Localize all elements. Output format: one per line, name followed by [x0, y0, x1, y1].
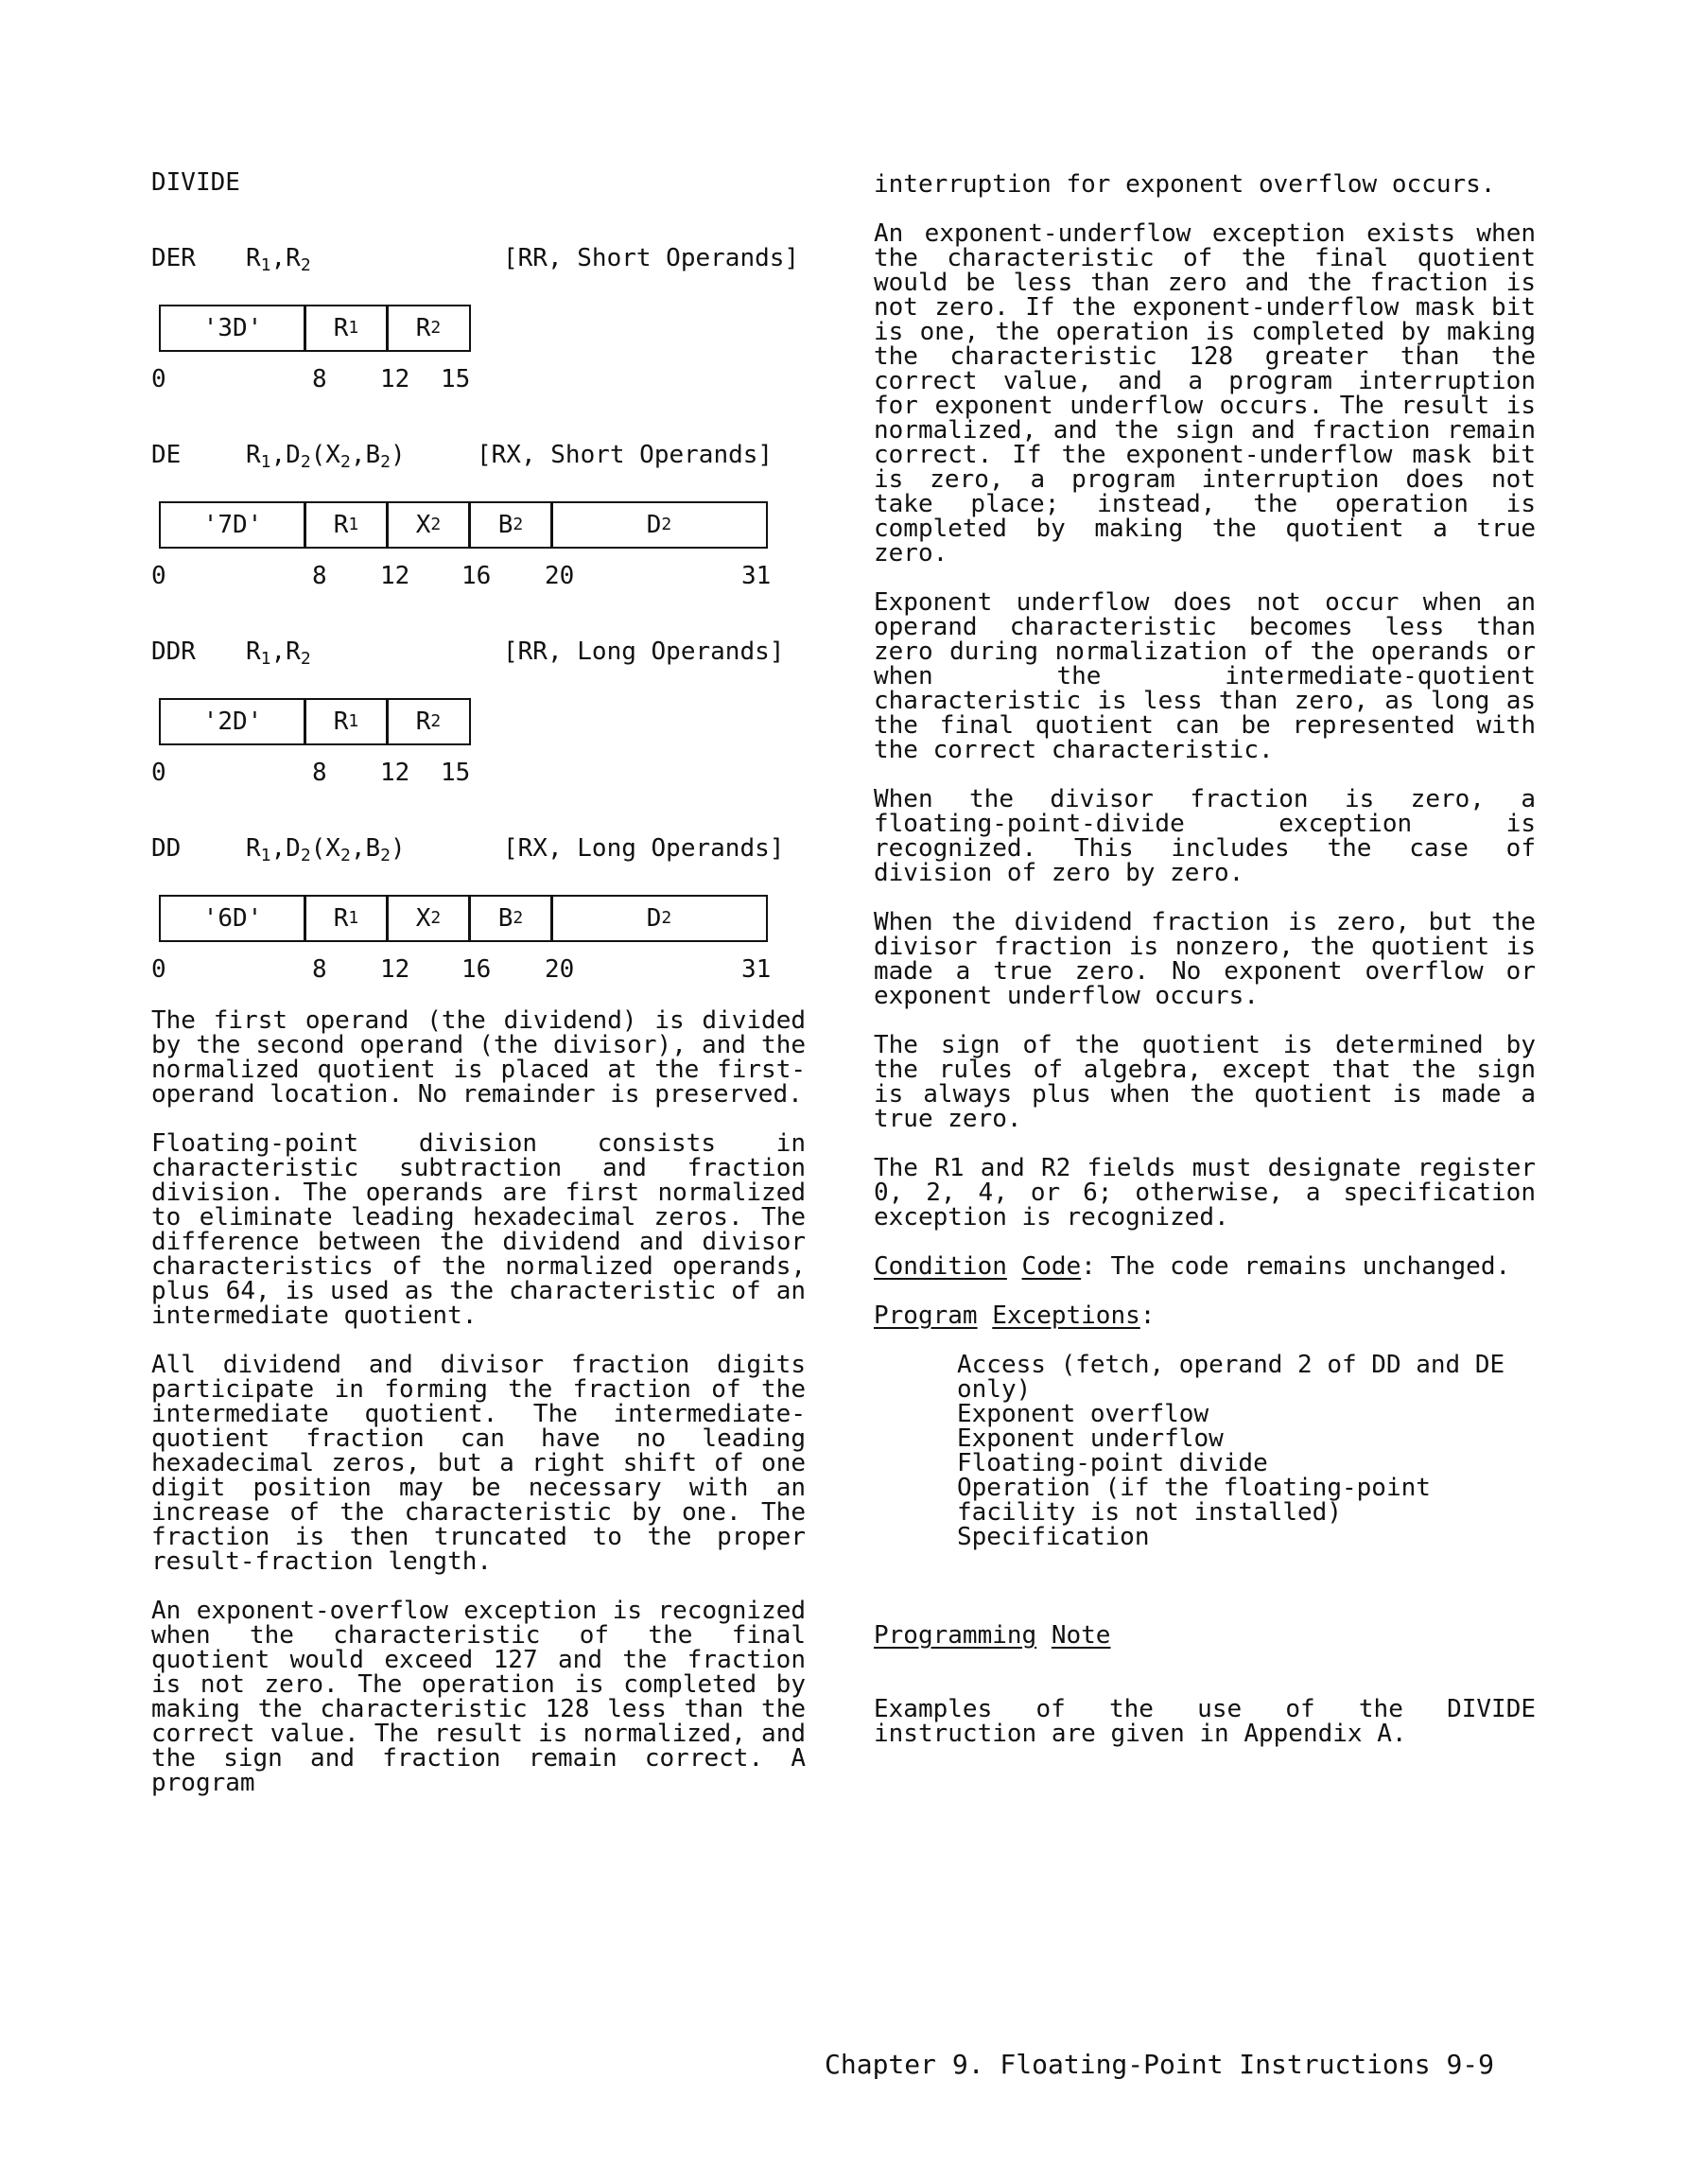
left-column — [151, 1008, 806, 1795]
bit-label: 8 — [312, 759, 327, 787]
paragraph: interruption for exponent overflow occurs. — [874, 170, 1496, 199]
programming-note-heading: Programming Note — [874, 1621, 1111, 1650]
format-operands: $R_1,R_2$ — [246, 244, 311, 275]
r1-field: R 1 — [304, 501, 389, 549]
condition-code-label-b: Code — [1021, 1252, 1082, 1281]
opcode-field: '6D' — [159, 895, 306, 942]
format-type: [RR, Short Operands] — [503, 244, 800, 272]
list-item: Exponent overflow — [957, 1400, 1209, 1428]
bit-label: 16 — [461, 562, 492, 590]
bit-label: 8 — [312, 365, 327, 393]
bit-label: 31 — [741, 955, 772, 984]
paragraph: An exponent-overflow exception is recognized when the characteristic of the final quotient would exceed 127 and the fraction is not zero. The operation is completed by making the characteristic 128 less than the correct value. The result is normalized, and the sign and fraction remain correct. A program — [151, 1597, 806, 1797]
bit-label: 0 — [151, 365, 166, 393]
r1-field: R 1 — [304, 895, 389, 942]
format-operands: $R_1,D_2(X_2,B_2)$ — [246, 834, 406, 865]
format-mnemonic: DE — [151, 441, 182, 469]
d2-field: D 2 — [550, 895, 768, 942]
format-operands: $R_1,R_2$ — [246, 638, 311, 669]
r1-field: R 1 — [304, 305, 389, 352]
page-footer: Chapter 9. Floating-Point Instructions 9-9 — [825, 2049, 1495, 2080]
bit-label: 8 — [312, 562, 327, 590]
paragraph: The sign of the quotient is determined by the rules of algebra, except that the sign is always plus when the quotient is made a true zero. — [874, 1031, 1536, 1133]
format-mnemonic: DDR — [151, 638, 196, 666]
bit-label: 8 — [312, 955, 327, 984]
bit-label: 0 — [151, 562, 166, 590]
condition-code: Condition Code: The code remains unchanged. — [874, 1252, 1511, 1281]
paragraph: When the divisor fraction is zero, a floating-point-divide exception is recognized. This includes the case of division of zero by zero. — [874, 785, 1536, 887]
list-item: Exponent underflow — [957, 1424, 1224, 1453]
opcode-field: '3D' — [159, 305, 306, 352]
r1-field: R 1 — [304, 698, 389, 745]
bit-label: 15 — [441, 365, 471, 393]
opcode-field: '2D' — [159, 698, 306, 745]
bit-label: 0 — [151, 955, 166, 984]
r2-field: R 2 — [386, 698, 471, 745]
list-item: Access (fetch, operand 2 of DD and DE only) — [957, 1351, 1505, 1404]
bit-label: 15 — [441, 759, 471, 787]
b2-field: B 2 — [468, 895, 553, 942]
format-type: [RX, Long Operands] — [503, 834, 785, 863]
bit-label: 20 — [545, 562, 575, 590]
programming-note-text: Examples of the use of the DIVIDE instruction are given in Appendix A. — [874, 1695, 1536, 1748]
format-operands: $R_1,D_2(X_2,B_2)$ — [246, 441, 406, 472]
format-mnemonic: DER — [151, 244, 196, 272]
paragraph: When the dividend fraction is zero, but the divisor fraction is nonzero, the quotient is made a true zero. No exponent overflow or exponent underflow occurs. — [874, 908, 1536, 1010]
x2-field: X 2 — [386, 501, 471, 549]
list-item: Floating-point divide — [957, 1449, 1268, 1477]
paragraph: An exponent-underflow exception exists when the characteristic of the final quotient would be less than zero and the fraction is not zero. If the exponent-underflow mask bit is one, the operation is completed by making the characteristic 128 greater than the correct value, and a program interruption for exponent underflow occurs. The result is normalized, and the sign and fraction remain correct. If the exponent-underflow mask bit is zero, a program interruption does not take place; instead, the operation is completed by making the quotient a true zero. — [874, 219, 1536, 568]
opcode-field: '7D' — [159, 501, 306, 549]
bit-label: 20 — [545, 955, 575, 984]
format-type: [RX, Short Operands] — [477, 441, 774, 469]
bit-label: 12 — [380, 759, 410, 787]
b2-field: B 2 — [468, 501, 553, 549]
paragraph: Floating-point division consists in characteristic subtraction and fraction division. The operands are first normalized to eliminate leading hexadecimal zeros. The difference between the dividend and divisor characteristics of the normalized operands, plus 64, is used as the characteristic of an intermediate quotient. — [151, 1129, 806, 1330]
r2-field: R 2 — [386, 305, 471, 352]
d2-field: D 2 — [550, 501, 768, 549]
bit-label: 12 — [380, 955, 410, 984]
paragraph: All dividend and divisor fraction digits participate in forming the fraction of the intermediate quotient. The intermediate-quotient fraction can have no leading hexadecimal zeros, but a right shift of one digit position may be necessary with an increase of the characteristic by one. The fraction is then truncated to the proper result-fraction length. — [151, 1351, 806, 1576]
format-mnemonic: DD — [151, 834, 182, 863]
program-exceptions-list — [957, 1353, 1536, 1549]
x2-field: X 2 — [386, 895, 471, 942]
right-column — [874, 172, 1536, 1746]
paragraph: Exponent underflow does not occur when an operand characteristic becomes less than zero during normalization of the operands or when the intermediate-quotient characteristic is less than zero, as long as the final quotient can be represented with the correct characteristic. — [874, 588, 1536, 764]
condition-code-label-a: Condition — [874, 1252, 1007, 1281]
bit-label: 0 — [151, 759, 166, 787]
page-heading: DIVIDE — [151, 168, 240, 197]
bit-label: 12 — [380, 365, 410, 393]
bit-label: 16 — [461, 955, 492, 984]
list-item: Specification — [957, 1523, 1150, 1551]
paragraph: The first operand (the dividend) is divided by the second operand (the divisor), and the normalized quotient is placed at the first-operand location. No remainder is preserved. — [151, 1006, 806, 1109]
paragraph: The R1 and R2 fields must designate register 0, 2, 4, or 6; otherwise, a specification exception is recognized. — [874, 1154, 1536, 1232]
format-type: [RR, Long Operands] — [503, 638, 785, 666]
list-item: Operation (if the floating-point facility is not installed) — [957, 1474, 1431, 1527]
condition-code-text: The code remains unchanged. — [1110, 1252, 1511, 1281]
bit-label: 31 — [741, 562, 772, 590]
program-exceptions-heading: Program Exceptions: — [874, 1302, 1156, 1330]
bit-label: 12 — [380, 562, 410, 590]
